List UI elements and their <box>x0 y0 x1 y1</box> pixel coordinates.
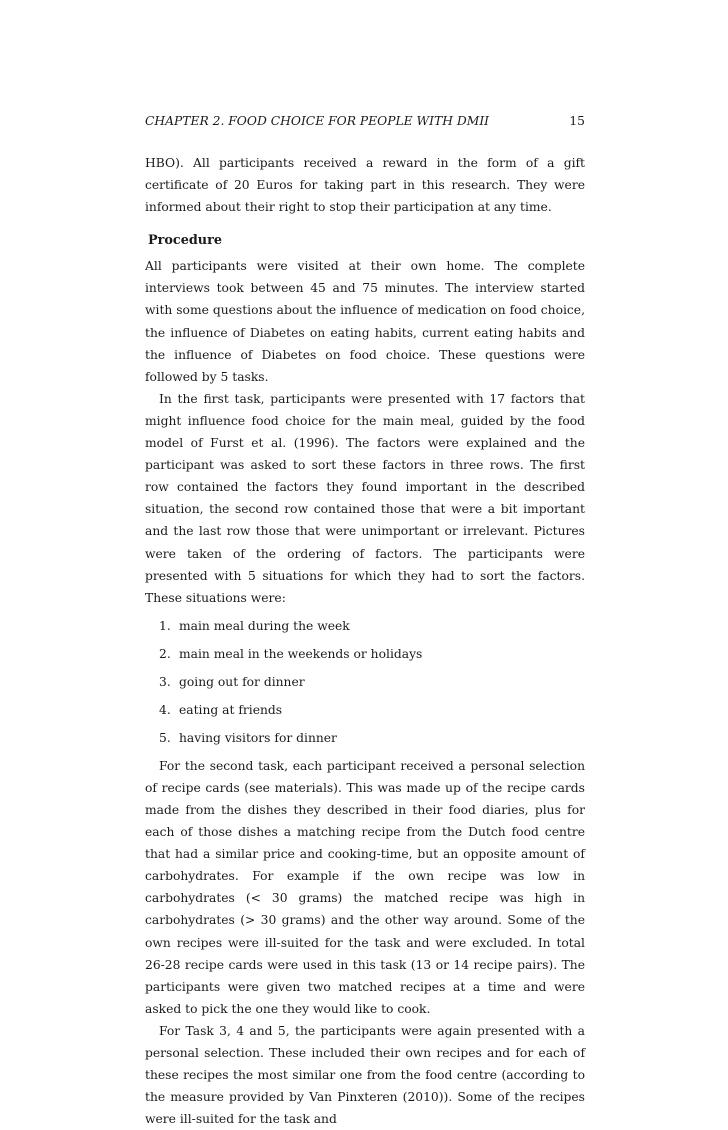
list-item-number: 2. <box>159 646 171 661</box>
list-item-number: 4. <box>159 702 171 717</box>
paragraph-tasks-3-4-5: For Task 3, 4 and 5, the participants were again presented with a personal selection. These included their own recipes and for each of these recipes the most similar one from the food centre (according to the measure provided by Van Pinxteren (2010)). Some of the recipes were ill-suited for the task and <box>145 1023 585 1127</box>
body-text <box>145 152 585 1130</box>
list-item-number: 1. <box>159 618 171 633</box>
paragraph-second-task: For the second task, each participant received a personal selection of recipe cards (see materials). This was made up of the recipe cards made from the dishes they described in their food diaries, plus for each of those dishes a matching recipe from the Dutch food centre that had a similar price and cooking-time, but an opposite amount of carbohydrates. For example if the own recipe was low in carbohydrates (< 30 grams) the matched recipe was high in carbohydrates (> 30 grams) and the other way around. Some of the own recipes were ill-suited for the task and were excluded. In total 26-28 recipe cards were used in this task (13 or 14 recipe pairs). The participants were given two matched recipes at a time and were asked to pick the one they would like to cook. <box>145 758 585 1016</box>
situations-list <box>145 615 585 749</box>
list-item <box>145 643 585 665</box>
list-item-text: main meal in the weekends or holidays <box>179 646 423 661</box>
paragraph-visits: All participants were visited at their own home. The complete interviews took between 45 and 75 minutes. The interview started with some questions about the influence of medication on food choice, the influence of Diabetes on eating habits, current eating habits and the influence of Diabetes on food choice. These questions were followed by 5 tasks. <box>145 259 585 384</box>
list-item-text: going out for dinner <box>179 674 305 689</box>
list-item-text: main meal during the week <box>179 618 350 633</box>
list-item-text: having visitors for dinner <box>179 730 337 745</box>
list-item <box>145 699 585 721</box>
list-item-number: 5. <box>159 730 171 745</box>
running-head-title: CHAPTER 2. FOOD CHOICE FOR PEOPLE WITH DMII <box>145 114 490 128</box>
list-item <box>145 671 585 693</box>
running-head <box>145 113 585 129</box>
list-item-text: eating at friends <box>179 702 283 717</box>
list-item <box>145 727 585 749</box>
page-number: 15 <box>569 114 585 128</box>
paragraph-reward: HBO). All participants received a reward in the form of a gift certificate of 20 Euros for taking part in this research. They were informed about their right to stop their participation at any time. <box>145 156 585 215</box>
list-item <box>145 615 585 637</box>
section-heading-procedure: Procedure <box>148 233 222 249</box>
paragraph-first-task: In the first task, participants were presented with 17 factors that might influence food choice for the main meal, guided by the food model of Furst et al. (1996). The factors were explained and the participant was asked to sort these factors in three rows. The first row contained the factors they found important in the described situation, the second row contained those that were a bit important and the last row those that were unimportant or irrelevant. Pictures were taken of the ordering of factors. The participants were presented with 5 situations for which they had to sort the factors. These situations were: <box>145 391 585 605</box>
list-item-number: 3. <box>159 674 171 689</box>
